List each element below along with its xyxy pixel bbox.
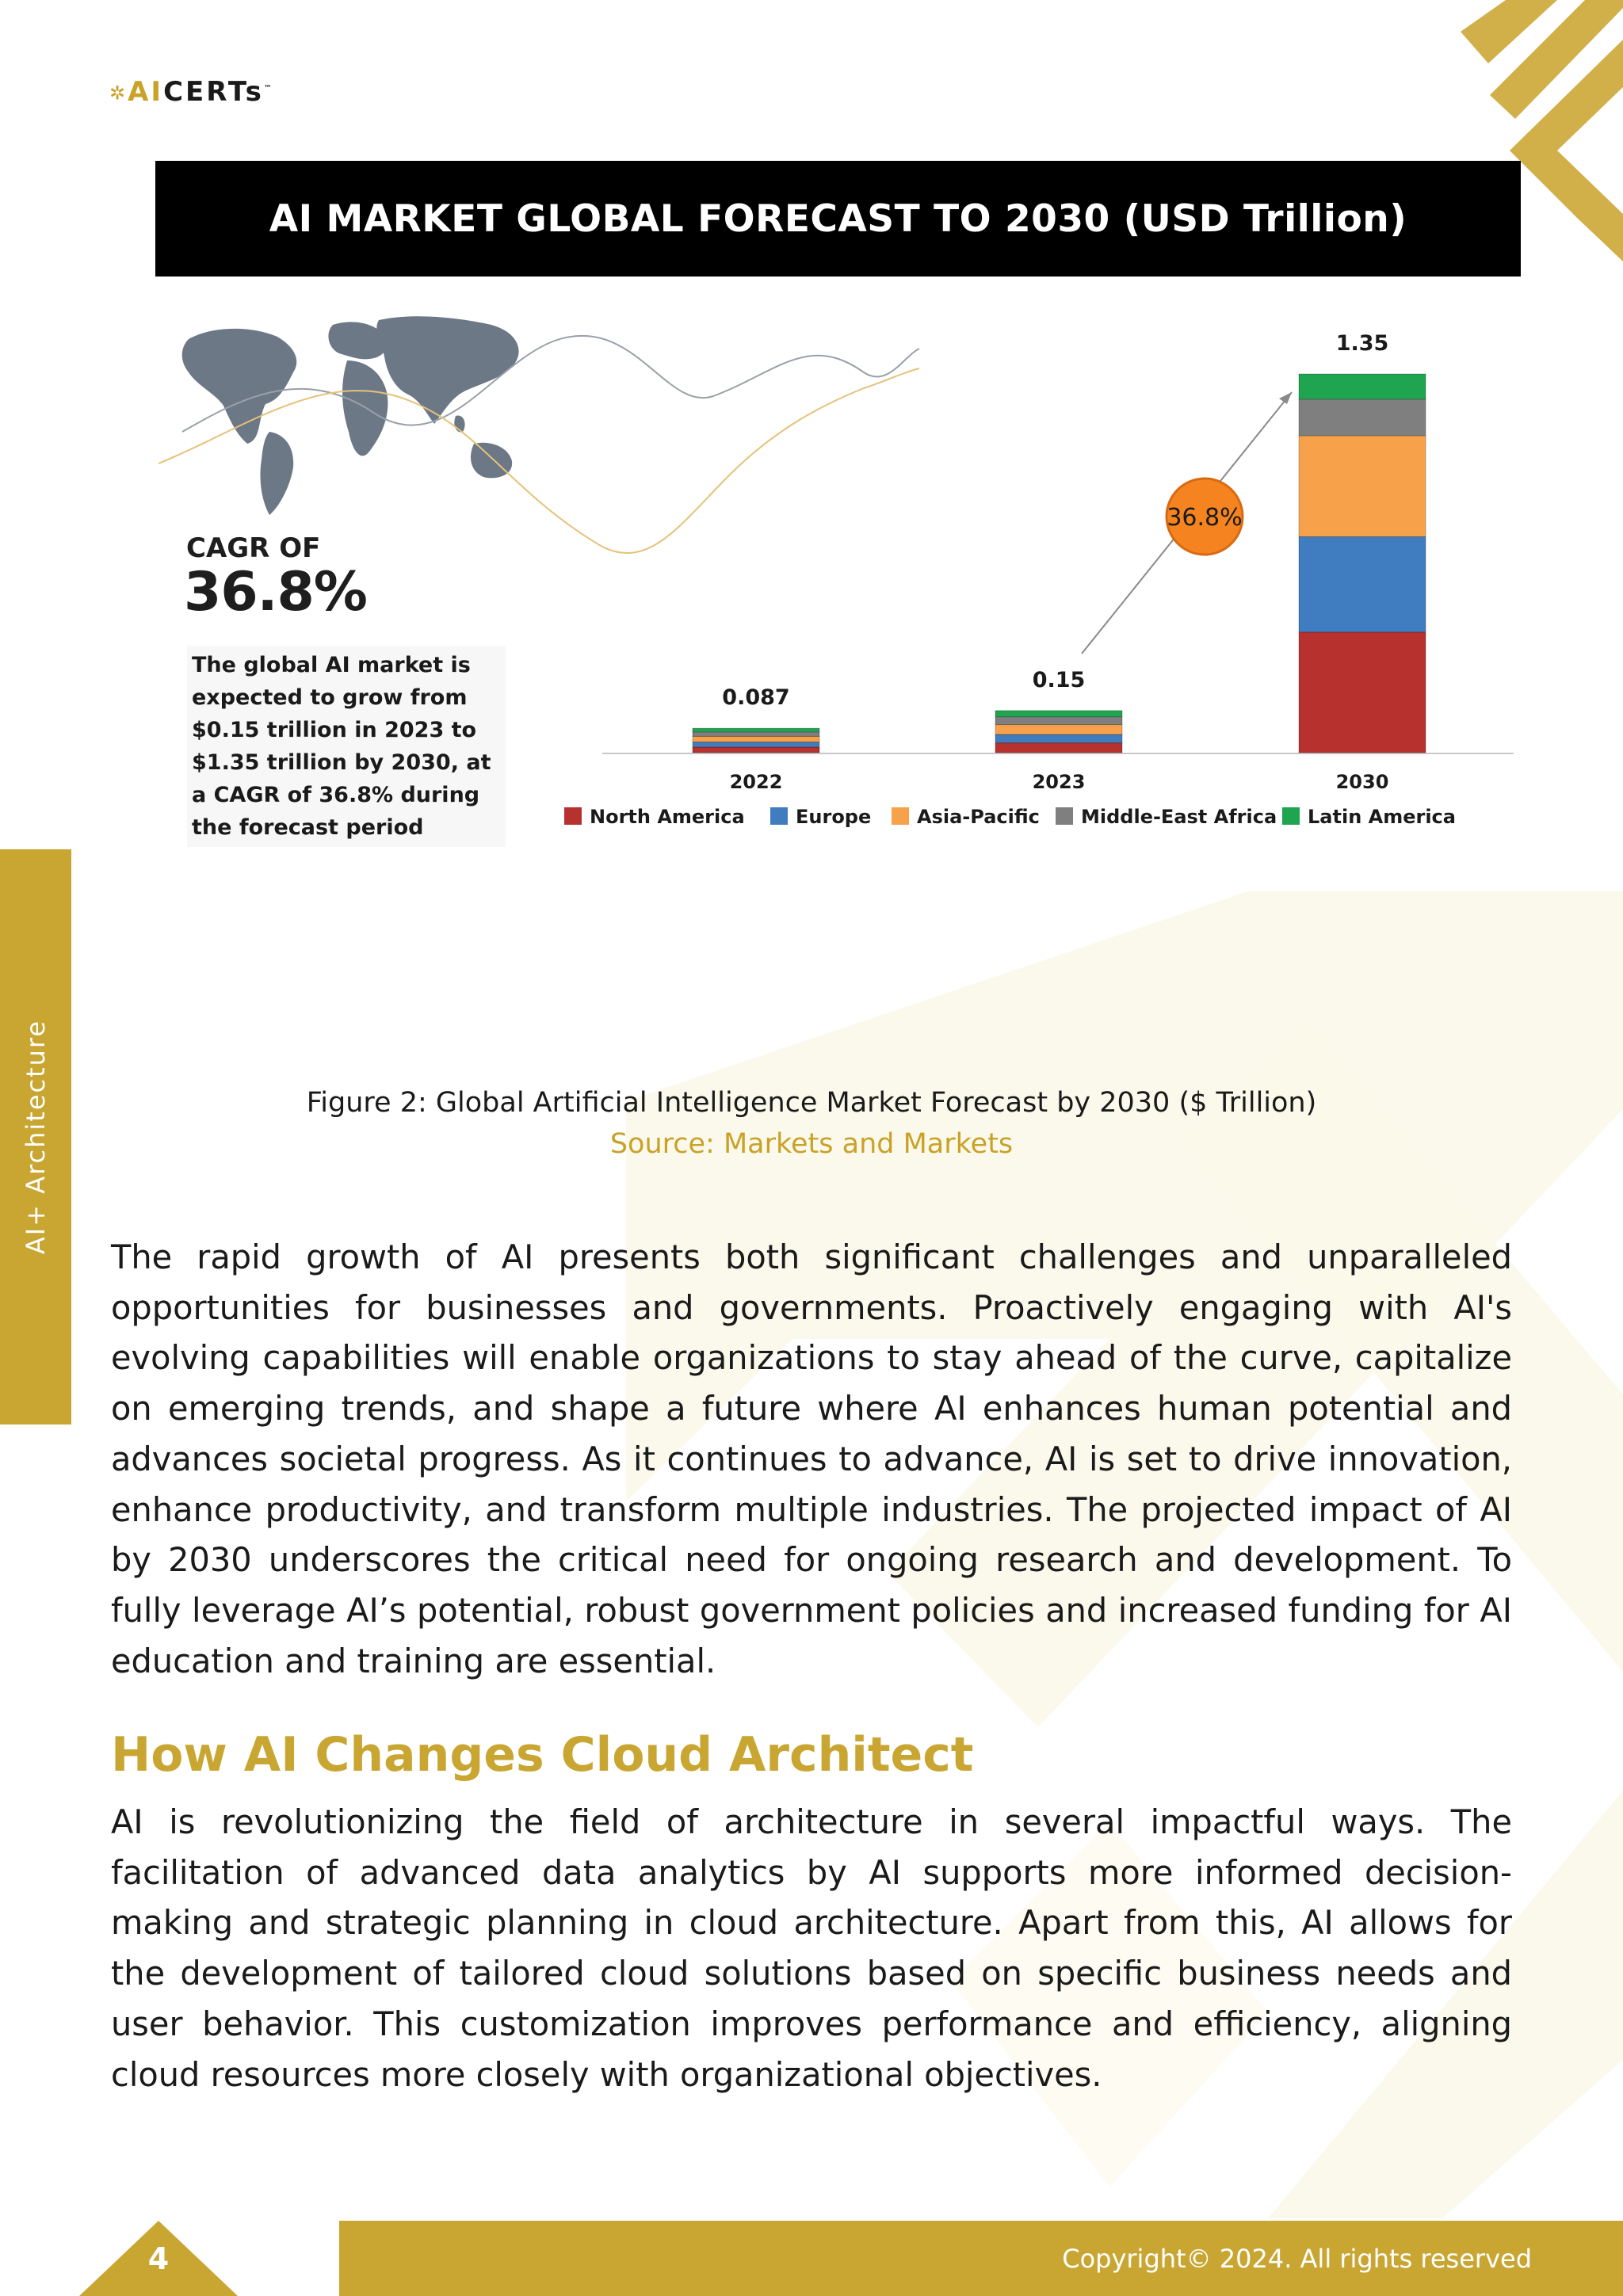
body-paragraph-2: AI is revolutionizing the field of architecture in several impactful ways. The facilitation of advanced data analytics by AI supports more informed decision-making and strategic planning in cloud architecture. Apart from this, AI allows for the development of tailored cloud solutions based on specific business needs and user behavior. This customization improves performance and efficiency, aligning cloud resources more closely with organizational objectives.: [111, 1802, 1512, 2094]
bar-2022-asia-pacific: [693, 736, 819, 742]
bar-2023-europe: [995, 734, 1122, 743]
legend-swatch-middle-east-africa: [1056, 807, 1073, 825]
chart-legend: [564, 806, 1456, 828]
legend-label-middle-east-africa: Middle-East Africa: [1081, 806, 1277, 828]
legend-label-north-america: North America: [590, 806, 745, 828]
x-axis-label-2030: 2030: [1335, 771, 1389, 793]
bar-2030-latin-america: [1299, 374, 1426, 399]
bar-total-labels: [722, 331, 1388, 710]
bar-2022-europe: [693, 742, 819, 747]
legend-swatch-europe: [770, 807, 788, 825]
logo-certs-text: CERTs: [163, 76, 264, 108]
logo-ai-text: AI: [128, 76, 164, 108]
aicerts-logo: [109, 76, 272, 108]
x-axis-label-2023: 2023: [1032, 771, 1086, 793]
bar-total-label-2023: 0.15: [1032, 667, 1086, 692]
infographic-title-bar: [155, 161, 1521, 277]
legend-swatch-asia-pacific: [892, 807, 909, 825]
legend-swatch-north-america: [564, 807, 582, 825]
logo-spark-icon: ✲: [109, 82, 128, 105]
legend-label-asia-pacific: Asia-Pacific: [917, 806, 1040, 828]
bar-2023-latin-america: [995, 711, 1122, 717]
bar-2030-asia-pacific: [1299, 436, 1426, 536]
bar-2023-asia-pacific: [995, 725, 1122, 734]
bar-2030-middle-east-africa: [1299, 399, 1426, 436]
legend-label-europe: Europe: [796, 806, 872, 828]
bar-2023-north-america: [995, 743, 1122, 753]
bar-2030-europe: [1299, 536, 1426, 631]
legend-item-middle-east-africa: [1056, 806, 1277, 828]
legend-item-asia-pacific: [892, 806, 1040, 828]
legend-label-latin-america: Latin America: [1308, 806, 1456, 828]
cagr-value: 36.8%: [184, 561, 367, 624]
world-map-icon: [182, 316, 519, 515]
x-axis-label-2022: 2022: [729, 771, 783, 793]
legend-item-north-america: [564, 806, 745, 828]
bar-2022-latin-america: [693, 728, 819, 732]
bar-2022-middle-east-africa: [693, 732, 819, 737]
decor-curve-gray: [182, 336, 919, 432]
cagr-badge: [1167, 479, 1243, 555]
bar-2023-middle-east-africa: [995, 717, 1122, 725]
infographic-title: AI MARKET GLOBAL FORECAST TO 2030 (USD Trillion): [269, 196, 1407, 241]
legend-item-latin-america: [1282, 806, 1456, 828]
bar-total-label-2030: 1.35: [1335, 331, 1389, 356]
bar-2030-north-america: [1299, 632, 1426, 753]
legend-swatch-latin-america: [1282, 807, 1300, 825]
footer-bar: [339, 2221, 1623, 2296]
growth-arrow-head: [1279, 392, 1292, 404]
cagr-badge-text: 36.8%: [1167, 504, 1243, 532]
side-tab-label: AI+ Architecture: [21, 1019, 51, 1255]
x-axis-labels: [730, 771, 1389, 793]
logo-trademark: ™: [263, 84, 272, 93]
legend-item-europe: [770, 806, 871, 828]
section-heading: How AI Changes Cloud Architect: [111, 1727, 974, 1783]
infographic-note: The global AI market is expected to grow from $0.15 trillion in 2023 to $1.35 trillion by 2030, at a CAGR of 36.8% during the forecast period: [187, 646, 506, 847]
cagr-label: CAGR OF: [186, 532, 321, 564]
stacked-bars: [693, 374, 1426, 753]
body-paragraph-1: The rapid growth of AI presents both significant challenges and unparalleled opportunities for businesses and governments. Proactively engaging with AI's evolving capabilities will enable organizations to stay ahead of the curve, capitalize on emerging trends, and shape a future where AI enhances human potential and advances societal progress. As it continues to advance, AI is set to drive innovation, enhance productivity, and transform multiple industries. The projected impact of AI by 2030 underscores the critical need for ongoing research and development. To fully leverage AI’s potential, robust government policies and increased funding for AI education and training are essential.: [111, 1238, 1512, 1680]
figure-source: Source: Markets and Markets: [609, 1128, 1014, 1160]
page-number: 4: [147, 2241, 170, 2276]
bar-2022-north-america: [693, 747, 819, 753]
page-number-holder: [79, 2221, 238, 2296]
footer-copyright: Copyright© 2024. All rights reserved: [1062, 2243, 1532, 2274]
bar-total-label-2022: 0.087: [722, 685, 790, 711]
figure-caption: Figure 2: Global Artificial Intelligence Market Forecast by 2030 ($ Trillion): [306, 1087, 1317, 1119]
